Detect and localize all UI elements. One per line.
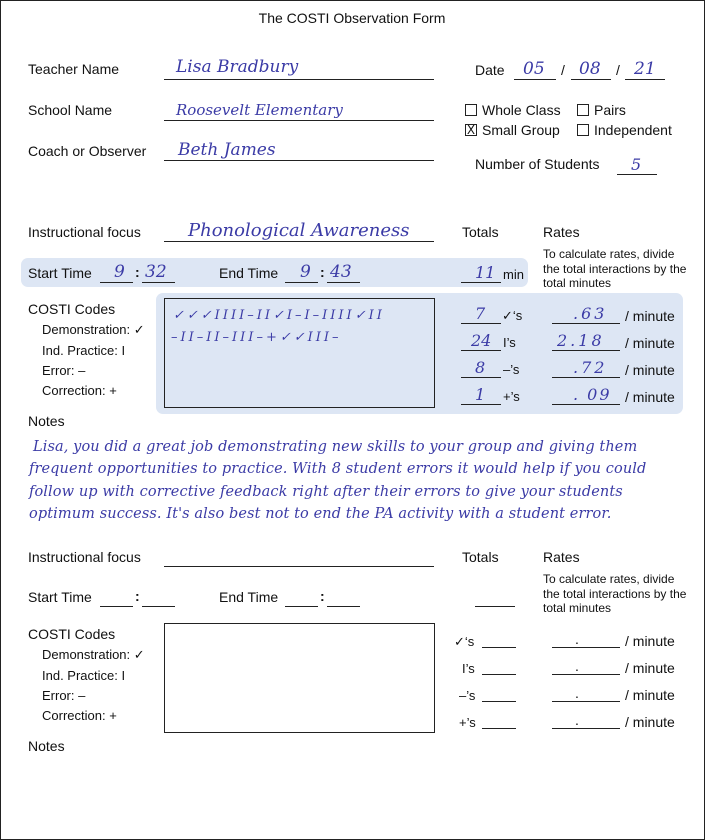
date-label: Date	[475, 62, 505, 78]
end-time-label: End Time	[219, 265, 279, 281]
total-plus-line	[461, 404, 501, 405]
total-min[interactable]: 11	[475, 263, 496, 282]
rates-note: To calculate rates, divide the total interactions by the total minutes	[543, 247, 687, 290]
legend-error-2: Error: –	[42, 688, 86, 703]
rate-dashes-line	[552, 377, 620, 378]
rate-dashes-line-2[interactable]	[552, 701, 620, 702]
totals-header: Totals	[462, 224, 499, 240]
rate-checks-line	[552, 323, 620, 324]
codes-line-1: ✓✓✓IIII–II✓I–I–IIII✓II	[173, 308, 385, 323]
is-prefix-2: I’s	[462, 661, 475, 676]
notes-label-2: Notes	[28, 738, 65, 754]
teacher-label: Teacher Name	[28, 61, 120, 77]
independent-label: Independent	[594, 122, 672, 138]
legend-ind-practice: Ind. Practice: I	[42, 343, 126, 358]
rate-dashes[interactable]: .72	[573, 358, 608, 377]
dashes-prefix-2: –’s	[459, 688, 476, 703]
focus-line-2[interactable]	[164, 566, 434, 567]
is-suffix: I’s	[503, 335, 516, 350]
legend-correction-2: Correction: +	[42, 708, 117, 723]
end-hour[interactable]: 9	[300, 262, 311, 282]
rate-is-line	[552, 350, 620, 351]
end-min-line	[327, 282, 360, 283]
rate-is-line-2[interactable]	[552, 674, 620, 675]
whole-class-checkbox[interactable]	[465, 104, 477, 116]
date-day[interactable]: 08	[579, 59, 601, 79]
per-minute-6: / minute	[625, 660, 675, 676]
codes-line-2: –II–II–III–+✓✓III–	[171, 330, 342, 345]
total-plus[interactable]: 1	[475, 385, 486, 404]
date-year[interactable]: 21	[634, 59, 656, 79]
plus-suffix: +’s	[503, 389, 520, 404]
rate-plus-line-2[interactable]	[552, 728, 620, 729]
rate-checks-line-2[interactable]	[552, 647, 620, 648]
notes-line-3: follow up with corrective feedback right after their errors to give your students	[29, 484, 623, 500]
notes-label: Notes	[28, 413, 65, 429]
per-minute-7: / minute	[625, 687, 675, 703]
coach-line	[164, 160, 434, 161]
start-min[interactable]: 32	[145, 262, 167, 282]
per-minute-1: / minute	[625, 308, 675, 324]
legend-demonstration-2: Demonstration: ✓	[42, 647, 145, 662]
per-minute-2: / minute	[625, 335, 675, 351]
total-plus-line-2[interactable]	[482, 728, 516, 729]
students-value[interactable]: 5	[631, 155, 642, 174]
school-value[interactable]: Roosevelt Elementary	[176, 101, 343, 119]
teacher-line	[164, 79, 434, 80]
start-colon: :	[135, 264, 140, 280]
focus-label-2: Instructional focus	[28, 549, 141, 565]
start-hour-line	[100, 282, 133, 283]
date-year-line	[625, 79, 665, 80]
date-sep-2: /	[616, 62, 620, 78]
per-minute-8: / minute	[625, 714, 675, 730]
end-colon-2: :	[320, 588, 325, 604]
per-minute-5: / minute	[625, 633, 675, 649]
small-group-checkbox[interactable]: X	[466, 123, 476, 137]
codes-box-2[interactable]	[164, 623, 435, 733]
teacher-value[interactable]: Lisa Bradbury	[176, 57, 299, 77]
date-month-line	[514, 79, 556, 80]
total-checks[interactable]: 7	[475, 304, 486, 323]
per-minute-3: / minute	[625, 362, 675, 378]
per-minute-4: / minute	[625, 389, 675, 405]
end-min[interactable]: 43	[330, 262, 352, 282]
small-group-label: Small Group	[482, 122, 560, 138]
focus-value[interactable]: Phonological Awareness	[188, 220, 410, 241]
rate-checks[interactable]: .63	[573, 304, 608, 323]
end-time-label-2: End Time	[219, 589, 279, 605]
date-day-line	[571, 79, 611, 80]
costi-codes-label: COSTI Codes	[28, 301, 116, 317]
start-min-line-2[interactable]	[142, 606, 175, 607]
rates-header: Rates	[543, 224, 580, 240]
total-is[interactable]: 24	[471, 331, 492, 350]
rates-note-2: To calculate rates, divide the total interactions by the total minutes	[543, 572, 687, 615]
end-hour-line	[285, 282, 318, 283]
rate-decimal-1: .	[575, 631, 579, 647]
total-dashes[interactable]: 8	[475, 358, 486, 377]
students-label: Number of Students	[475, 156, 600, 172]
date-month[interactable]: 05	[523, 59, 545, 79]
total-is-line	[461, 350, 501, 351]
total-is-line-2[interactable]	[482, 674, 516, 675]
total-dashes-line	[461, 377, 501, 378]
rate-plus[interactable]: . 09	[573, 385, 612, 404]
total-checks-line	[461, 323, 501, 324]
start-time-label-2: Start Time	[28, 589, 92, 605]
rates-header-2: Rates	[543, 549, 580, 565]
checks-prefix-2: ✓‘s	[454, 634, 475, 649]
totals-header-2: Totals	[462, 549, 499, 565]
start-min-line	[142, 282, 175, 283]
rate-plus-line	[552, 404, 620, 405]
legend-ind-practice-2: Ind. Practice: I	[42, 668, 126, 683]
independent-checkbox[interactable]	[577, 124, 589, 136]
min-unit: min	[503, 267, 524, 282]
pairs-checkbox[interactable]	[577, 104, 589, 116]
rate-is[interactable]: 2.18	[557, 331, 605, 350]
total-min-line	[461, 282, 501, 283]
legend-demonstration: Demonstration: ✓	[42, 322, 145, 337]
start-colon-2: :	[135, 588, 140, 604]
whole-class-label: Whole Class	[482, 102, 561, 118]
start-hour-line-2[interactable]	[100, 606, 133, 607]
costi-codes-label-2: COSTI Codes	[28, 626, 116, 642]
notes-line-2: frequent opportunities to practice. With 8 student errors it would help if you could	[29, 461, 647, 477]
end-hour-line-2[interactable]	[285, 606, 318, 607]
notes-line-4: optimum success. It's also best not to end the PA activity with a student error.	[29, 506, 612, 522]
date-sep-1: /	[561, 62, 565, 78]
school-label: School Name	[28, 102, 113, 118]
total-dashes-line-2[interactable]	[482, 701, 516, 702]
coach-value[interactable]: Beth James	[178, 140, 276, 160]
start-time-label: Start Time	[28, 265, 92, 281]
rate-decimal-2: .	[575, 658, 579, 674]
legend-correction: Correction: +	[42, 383, 117, 398]
students-line	[617, 174, 657, 175]
total-checks-line-2[interactable]	[482, 647, 516, 648]
dashes-suffix: –’s	[503, 362, 520, 377]
form-title: The COSTI Observation Form	[258, 10, 446, 26]
plus-prefix-2: +’s	[459, 715, 476, 730]
pairs-label: Pairs	[594, 102, 626, 118]
total-min-line-2[interactable]	[475, 606, 515, 607]
focus-line	[164, 241, 434, 242]
coach-label: Coach or Observer	[28, 143, 147, 159]
end-colon: :	[320, 264, 325, 280]
rate-decimal-4: .	[575, 712, 579, 728]
checks-suffix: ✓‘s	[502, 308, 523, 323]
start-hour[interactable]: 9	[114, 262, 125, 282]
rate-decimal-3: .	[575, 685, 579, 701]
notes-line-1: Lisa, you did a great job demonstrating new skills to your group and giving them	[33, 439, 638, 455]
end-min-line-2[interactable]	[327, 606, 360, 607]
legend-error: Error: –	[42, 363, 86, 378]
focus-label: Instructional focus	[28, 224, 141, 240]
school-line	[164, 120, 434, 121]
